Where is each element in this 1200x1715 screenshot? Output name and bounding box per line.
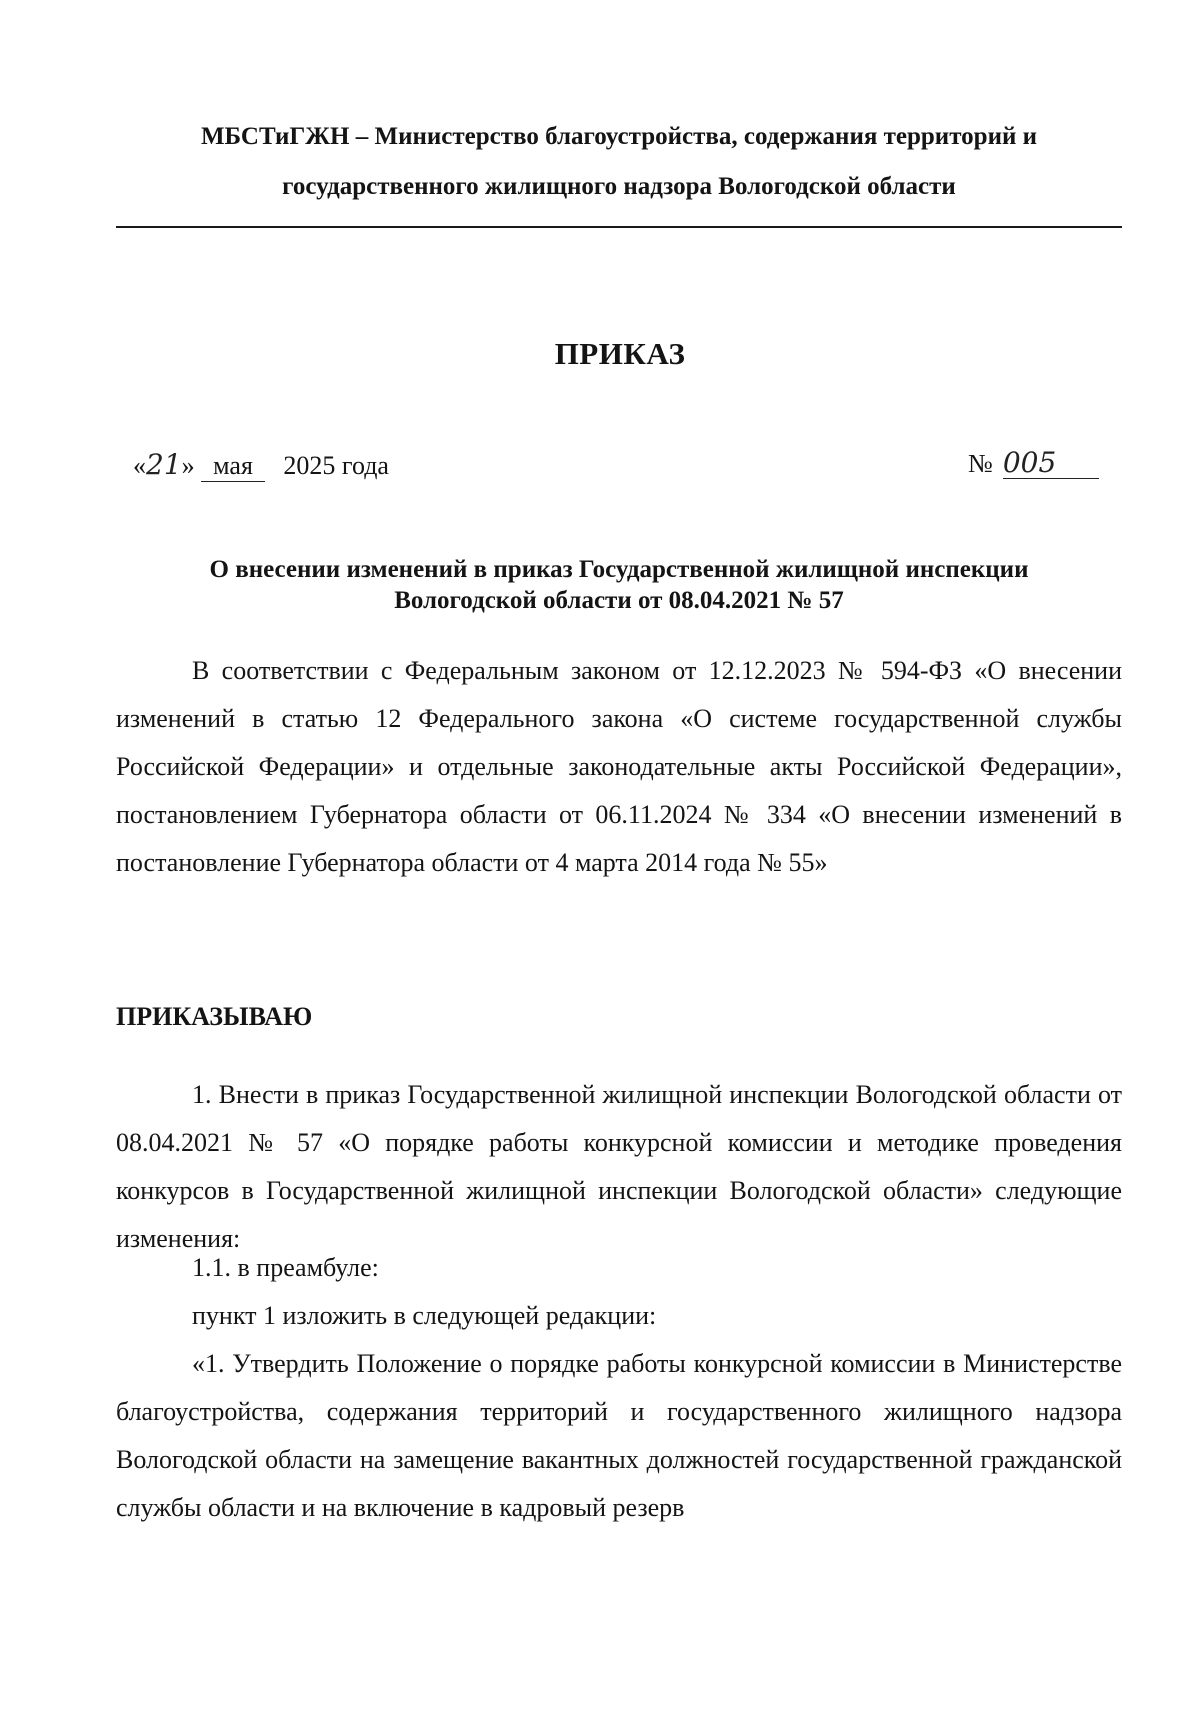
ministry-header bbox=[116, 112, 1122, 212]
subject-line-2: Вологодской области от 08.04.2021 № 57 bbox=[394, 587, 844, 614]
header-line-1: МБСТиГЖН – Министерство благоустройства, содержания территорий и bbox=[200, 123, 1038, 150]
date-year: 2025 bbox=[283, 451, 336, 480]
subject-line-1: О внесении изменений в приказ Государственной жилищной инспекции bbox=[209, 556, 1029, 583]
document-title: ПРИКАЗ bbox=[554, 336, 686, 371]
date-close-quote: » bbox=[181, 451, 195, 480]
order-date bbox=[133, 448, 389, 482]
date-month: мая bbox=[201, 451, 265, 482]
header-line-2: государственного жилищного надзора Вологодской области bbox=[282, 173, 956, 200]
date-year-word: года bbox=[341, 451, 389, 480]
number-value: 005 bbox=[1003, 448, 1099, 479]
intro-paragraph: В соответствии с Федеральным законом от 12.12.2023 № 594-ФЗ «О внесении изменений в статью 12 Федерального закона «О системе государственной службы Российской Федерации» и отдельные законодательные акты Российской Федерации», постановлением Губернатора области от 06.11.2024 № 334 «О внесении изменений в постановление Губернатора области от 4 марта 2014 года № 55» bbox=[116, 656, 1122, 877]
number-sign: № bbox=[968, 449, 993, 478]
date-open-quote: « bbox=[133, 451, 146, 480]
quoted-point-1: «1. Утвердить Положение о порядке работы конкурсной комиссии в Министерстве благоустройства, содержания территорий и государственного жилищного надзора Вологодской области на замещение вакантных должностей государственной гражданской службы области и на включение в кадровый резерв bbox=[116, 1349, 1122, 1522]
point-1-intro: пункт 1 изложить в следующей редакции: bbox=[192, 1301, 657, 1330]
order-directive: ПРИКАЗЫВАЮ bbox=[116, 1002, 313, 1031]
order-subject bbox=[116, 554, 1122, 616]
item-1-paragraph: 1. Внести в приказ Государственной жилищной инспекции Вологодской области от 08.04.2021 № 57 «О порядке работы конкурсной комиссии и методике проведения конкурсов в Государственной жилищной инспекции Вологодской области» следующие изменения: bbox=[116, 1080, 1122, 1253]
item-1-1: 1.1. в преамбуле: bbox=[192, 1253, 379, 1282]
date-day: 21 bbox=[146, 448, 182, 481]
header-divider bbox=[116, 226, 1122, 228]
order-number bbox=[968, 448, 1099, 479]
